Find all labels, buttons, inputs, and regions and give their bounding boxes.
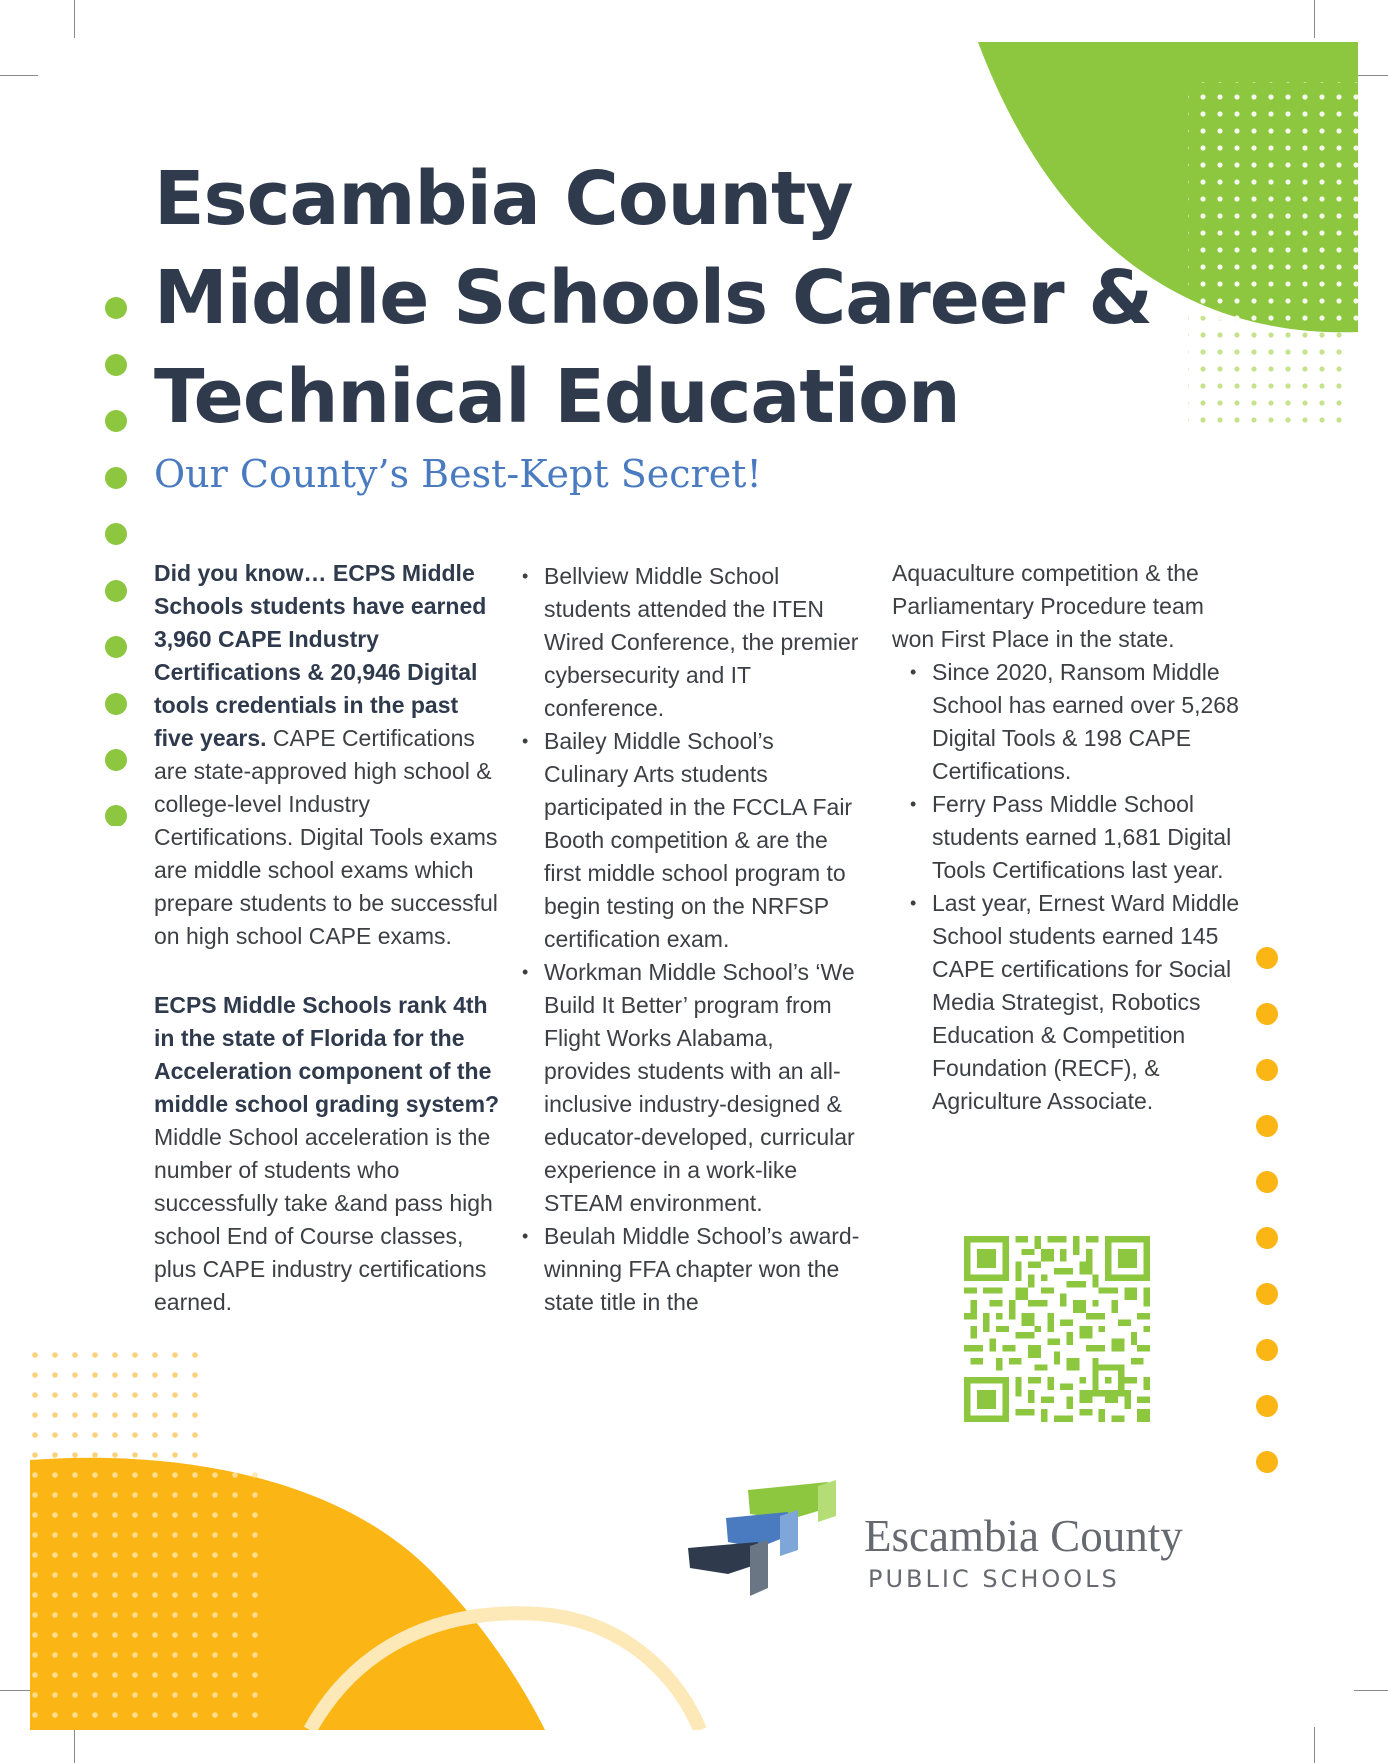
crop-mark <box>74 0 75 38</box>
crop-mark <box>1314 1727 1315 1763</box>
escambia-logo-mark-icon <box>688 1478 836 1603</box>
green-dot-column <box>100 296 132 826</box>
continued-text: Aquaculture competition & the Parliamentary Procedure team won First Place in the state. <box>892 560 1204 652</box>
orange-dot-column <box>1252 944 1282 1480</box>
crop-mark <box>1314 0 1315 38</box>
intro-paragraph-1-bold: Did you know… ECPS Middle Schools students have earned 3,960 CAPE Industry Certifications & 20,946 Digital tools credentials in the past five years. <box>154 560 487 751</box>
intro-paragraph-1-text: CAPE Certifications are state-approved high school & college-level Industry Certifications. Digital Tools exams are middle school exams which prepare students to be successful on high school CAPE exams. <box>154 725 498 949</box>
intro-paragraph-2-bold: ECPS Middle Schools rank 4th in the state of Florida for the Acceleration component of the middle school grading system? <box>154 992 500 1117</box>
highlights-list <box>520 560 860 1319</box>
column-highlights-1 <box>520 560 860 1319</box>
list-item: • Ferry Pass Middle School students earned 1,681 Digital Tools Certifications last year. <box>908 788 1242 887</box>
intro-paragraph-1 <box>154 557 504 953</box>
crop-mark <box>74 1727 75 1763</box>
subtitle: Our County’s Best-Kept Secret! <box>154 452 762 496</box>
highlights-list-2 <box>908 656 1242 1118</box>
column-intro <box>154 557 504 1319</box>
list-item: • Beulah Middle School’s award-winning FFA chapter won the state title in the <box>520 1220 860 1319</box>
orange-corner-shape <box>30 1350 710 1730</box>
logo-title: Escambia County <box>864 1511 1183 1561</box>
list-item: • Bellview Middle School students attended the ITEN Wired Conference, the premier cybersecurity and IT conference. <box>520 560 860 725</box>
list-item: • Last year, Ernest Ward Middle School students earned 145 CAPE certifications for Social Media Strategist, Robotics Education & Competition Foundation (RECF), & Agriculture Associate. <box>908 887 1242 1118</box>
intro-paragraph-2 <box>154 989 504 1319</box>
logo-subtitle: PUBLIC SCHOOLS <box>868 1565 1120 1593</box>
crop-mark <box>1354 1690 1388 1691</box>
page-title <box>154 150 1152 447</box>
list-item: • Bailey Middle School’s Culinary Arts students participated in the FCCLA Fair Booth competition & are the first middle school program to begin testing on the NRFSP certification exam. <box>520 725 860 956</box>
title-line-3: Technical Education <box>154 354 960 440</box>
title-line-1: Escambia County <box>154 156 853 242</box>
title-line-2: Middle Schools Career & <box>154 255 1152 341</box>
crop-mark <box>0 75 38 76</box>
crop-mark <box>1354 75 1388 76</box>
list-item: • Since 2020, Ransom Middle School has earned over 5,268 Digital Tools & 198 CAPE Certifications. <box>908 656 1242 788</box>
list-item: • Workman Middle School’s ‘We Build It Better’ program from Flight Works Alabama, provides students with an all-inclusive industry-designed & educator-developed, curricular experience in a work-like STEAM environment. <box>520 956 860 1220</box>
qr-code-icon[interactable] <box>964 1236 1150 1422</box>
intro-paragraph-2-text: Middle School acceleration is the number of students who successfully take &and pass high school End of Course classes, plus CAPE industry certifications earned. <box>154 1124 493 1315</box>
column-highlights-2 <box>892 557 1242 1118</box>
